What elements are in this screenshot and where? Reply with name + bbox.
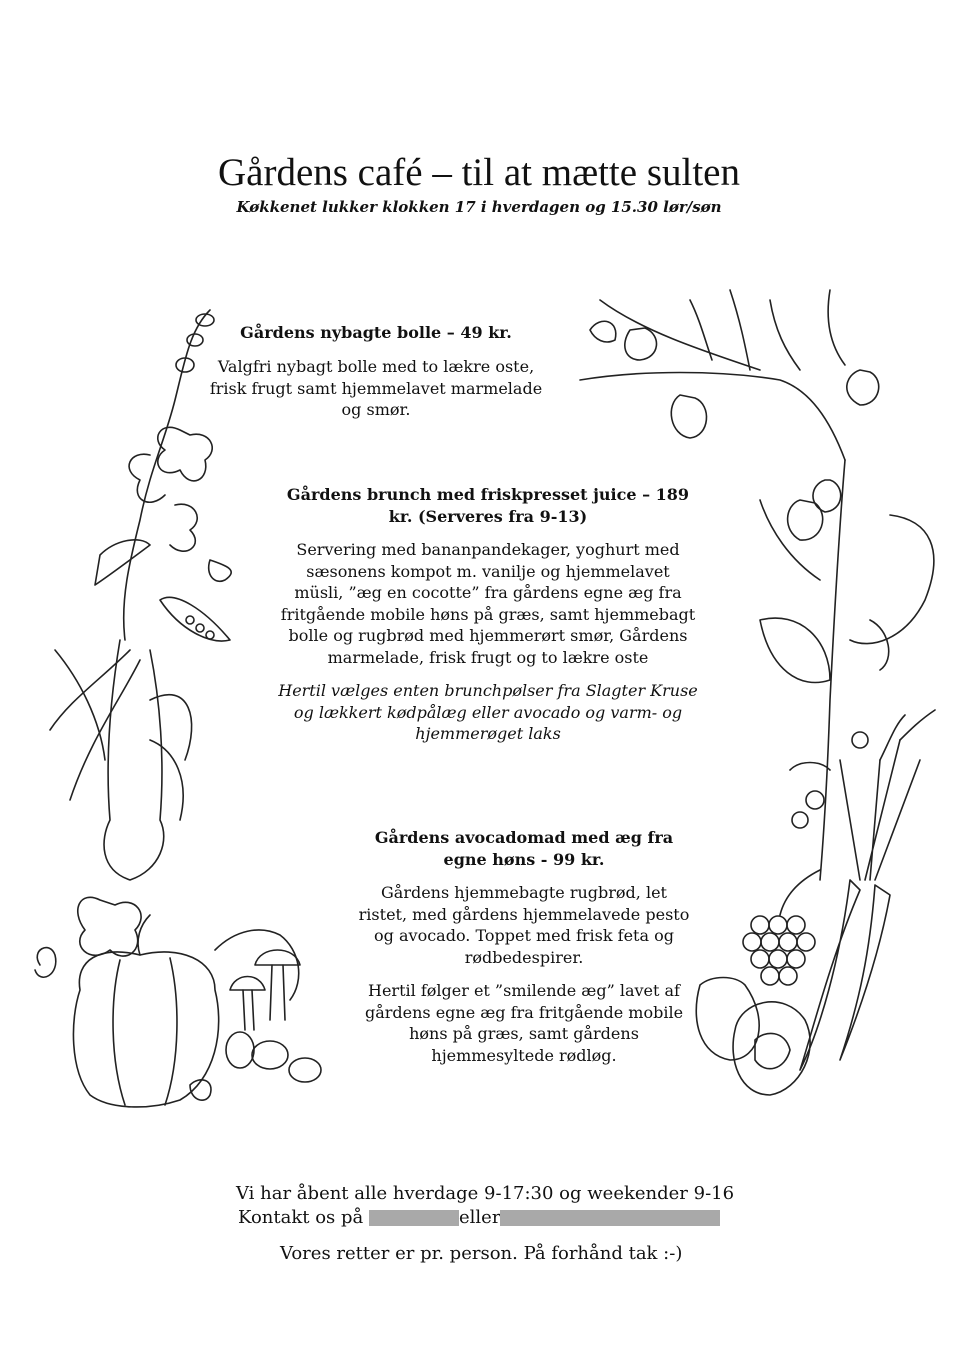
title-line: Gårdens avocadomad med æg fra: [374, 828, 674, 847]
description-line: ristet, med gårdens hjemmelavede pesto: [358, 904, 690, 924]
title-line: Gårdens brunch med friskpresset juice – 189: [286, 485, 690, 504]
opening-hours: Vi har åbent alle hverdage 9-17:30 og weekender 9-16: [236, 1183, 735, 1204]
description-line: müsli, ”æg en cocotte” fra gårdens egne æg fra: [294, 583, 682, 602]
contact-middle: eller: [459, 1207, 501, 1228]
description-line: rødbedespirer.: [464, 947, 584, 967]
description-line: fritgående mobile høns på græs, samt hjemmebagt: [280, 604, 696, 624]
description-line: Servering med bananpandekager, yoghurt med: [296, 540, 680, 559]
menu-item-bolle: [195, 322, 557, 421]
description-line: gårdens egne æg fra fritgående mobile: [364, 1002, 684, 1022]
description-line: Valgfri nybagt bolle med to lækre oste,: [217, 357, 535, 376]
description-line: Hertil følger et ”smilende æg” lavet af: [368, 981, 680, 1000]
title-line: kr. (Serveres fra 9-13): [388, 507, 588, 526]
description-line: frisk frugt samt hjemmelavet marmelade: [209, 378, 543, 398]
description-line: høns på græs, samt gårdens: [409, 1024, 639, 1043]
description-line: hjemmesyltede rødløg.: [431, 1045, 617, 1065]
redacted-phone: [369, 1210, 459, 1226]
menu-item-description: [350, 882, 698, 968]
description-line: og avocado. Toppet med frisk feta og: [374, 926, 674, 945]
description-line: bolle og rugbrød med hjemmerørt smør, Gårdens: [288, 626, 688, 645]
page-title: Gårdens café – til at mætte sulten: [217, 151, 740, 194]
kitchen-hours-subtitle: Køkkenet lukker klokken 17 i hverdagen og 15.30 lør/søn: [236, 198, 722, 216]
contact-line: [238, 1207, 720, 1228]
description-line: sæsonens kompot m. vanilje og hjemmelavet: [306, 561, 670, 581]
note-line: hjemmerøget laks: [415, 724, 561, 743]
menu-item-brunch: [272, 484, 704, 745]
menu-item-title: Gårdens nybagte bolle – 49 kr.: [240, 323, 512, 342]
menu-item-choice-note: [272, 680, 704, 745]
note-line: og lækkert kødpålæg eller avocado og varm- og: [293, 702, 683, 722]
menu-item-side-description: [350, 980, 698, 1066]
description-line: marmelade, frisk frugt og to lækre oste: [327, 647, 649, 667]
menu-item-description: [195, 356, 557, 421]
description-line: og smør.: [341, 400, 411, 419]
title-line: egne høns - 99 kr.: [443, 850, 605, 869]
menu-item-description: [272, 539, 704, 668]
footer-note: Vores retter er pr. person. På forhånd tak :-): [280, 1243, 683, 1264]
note-line: Hertil vælges enten brunchpølser fra Slagter Kruse: [278, 681, 698, 700]
menu-item-title: [350, 827, 698, 871]
contact-prefix: Kontakt os på: [238, 1207, 364, 1228]
menu-item-title: [272, 484, 704, 528]
redacted-email: [500, 1210, 720, 1226]
description-line: Gårdens hjemmebagte rugbrød, let: [381, 883, 667, 902]
menu-item-avocadomad: [350, 827, 698, 1066]
